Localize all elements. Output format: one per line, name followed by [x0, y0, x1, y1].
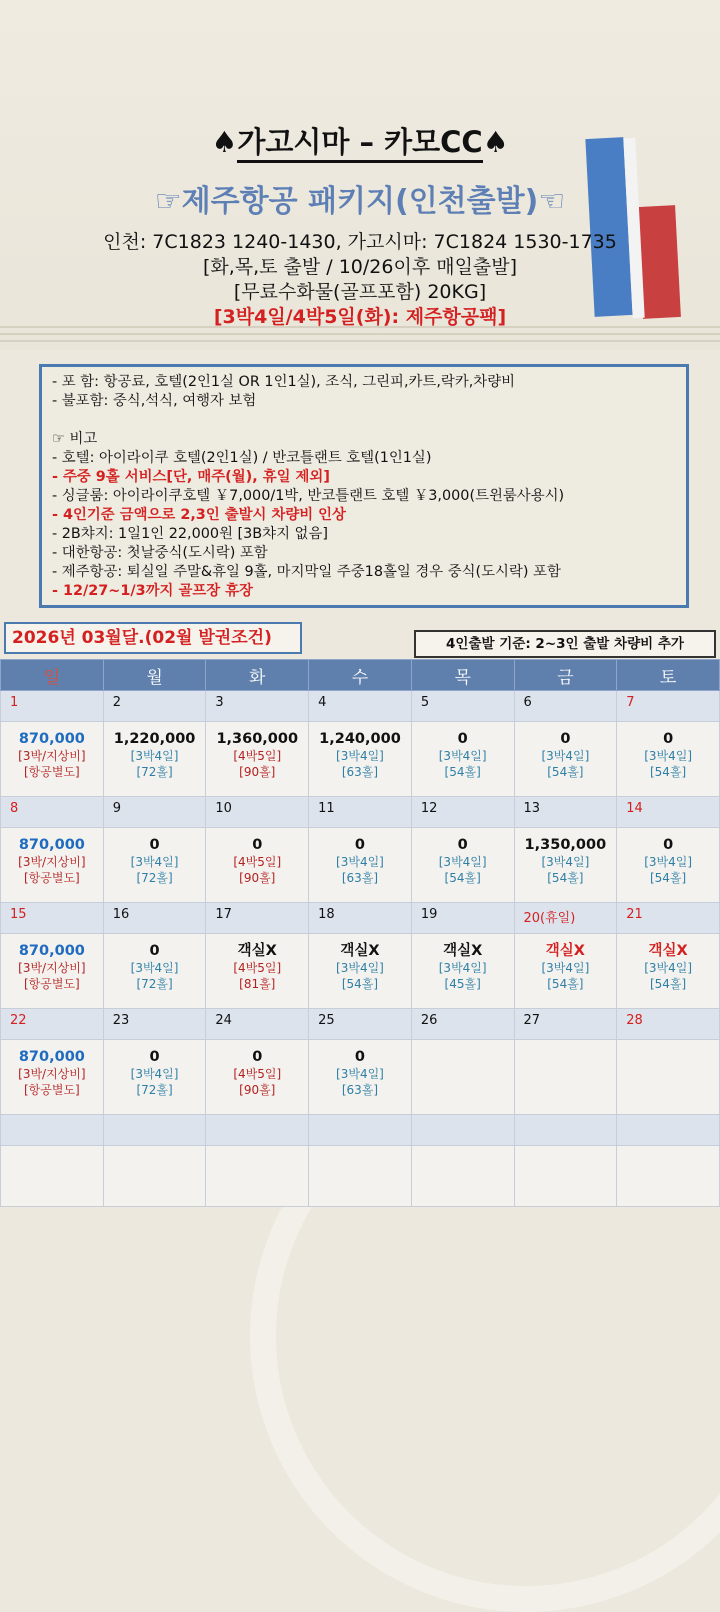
date-cell: 14	[617, 797, 720, 828]
holes-count: [54홀]	[341, 977, 379, 991]
price-value: 0	[354, 837, 365, 853]
empty-price-row	[1, 1146, 720, 1207]
price-value: 1,350,000	[524, 837, 607, 853]
price-cell[interactable]	[411, 828, 514, 903]
price-value: 1,220,000	[113, 731, 196, 747]
holes-count: [54홀]	[444, 765, 481, 779]
price-cell[interactable]	[103, 934, 206, 1009]
date-cell: 19	[411, 903, 514, 934]
info-row: - 제주항공: 퇴실일 주말&휴일 9홀, 마지막일 주중18홀일 경우 중식(도시락) 포함	[52, 564, 561, 580]
price-cell[interactable]	[206, 722, 309, 797]
package-type: [3박4일]	[336, 1067, 384, 1081]
holes-count: [72홀]	[136, 1083, 173, 1097]
price-row	[1, 934, 720, 1009]
info-row: - 12/27~1/3까지 골프장 휴장	[52, 583, 253, 599]
holes-count: [81홀]	[239, 977, 276, 991]
price-value: 0	[663, 731, 674, 747]
empty-cell	[309, 1146, 412, 1207]
package-subtitle: ☞제주항공 패키지(인천출발)☜	[154, 184, 566, 219]
info-row: - 4인기준 금액으로 2,3인 출발시 차량비 인상	[52, 507, 346, 523]
info-row: - 불포함: 중식,석식, 여행자 보험	[52, 393, 257, 409]
package-type: [3박4일]	[438, 749, 487, 763]
date-cell: 22	[1, 1009, 104, 1040]
package-type: [4박5일]	[233, 961, 282, 975]
price-value: 객실X	[237, 943, 277, 959]
holes-count: [항공별도]	[23, 871, 80, 885]
price-value: 0	[663, 837, 674, 853]
empty-cell	[103, 1146, 206, 1207]
price-value: 객실X	[443, 943, 483, 959]
package-type: [4박5일]	[233, 855, 282, 869]
package-type: [3박4일]	[130, 749, 179, 763]
info-row	[52, 411, 676, 430]
date-cell: 8	[1, 797, 104, 828]
holes-count: [54홀]	[649, 765, 687, 779]
price-value: 0	[252, 837, 263, 853]
holes-count: [54홀]	[649, 871, 687, 885]
weekday-sat: 토	[617, 660, 720, 691]
holes-count: [63홀]	[341, 765, 379, 779]
date-cell: 27	[514, 1009, 617, 1040]
price-row	[1, 1040, 720, 1115]
package-type: [3박/지상비]	[18, 749, 86, 763]
date-cell: 15	[1, 903, 104, 934]
price-cell[interactable]	[1, 934, 104, 1009]
price-value: 0	[457, 731, 468, 747]
date-cell: 7	[617, 691, 720, 722]
baggage-info: [무료수화물(골프포함) 20KG]	[233, 281, 487, 303]
surcharge-note: 4인출발 기준: 2~3인 출발 차량비 추가	[414, 630, 716, 658]
date-cell: 26	[411, 1009, 514, 1040]
divider-line	[0, 340, 720, 342]
empty-cell	[206, 1146, 309, 1207]
price-value: 1,360,000	[216, 731, 299, 747]
price-cell[interactable]	[617, 934, 720, 1009]
holes-count: [63홀]	[341, 871, 379, 885]
package-type: [3박4일]	[130, 1067, 179, 1081]
date-row	[1, 1009, 720, 1040]
spade-icon: ♠	[211, 125, 238, 159]
price-value: 0	[149, 837, 160, 853]
weekday-tue: 화	[206, 660, 309, 691]
price-cell[interactable]	[617, 722, 720, 797]
price-value: 870,000	[18, 731, 85, 747]
empty-cell	[514, 1115, 617, 1146]
info-box	[39, 364, 689, 608]
price-value: 0	[252, 1049, 263, 1065]
date-cell: 25	[309, 1009, 412, 1040]
empty-cell	[617, 1146, 720, 1207]
empty-date-row	[1, 1115, 720, 1146]
package-type: [3박4일]	[541, 961, 590, 975]
price-cell[interactable]	[206, 1040, 309, 1115]
package-type: [3박4일]	[336, 855, 384, 869]
holes-count: [항공별도]	[23, 977, 80, 991]
price-value: 870,000	[18, 1049, 85, 1065]
date-cell: 12	[411, 797, 514, 828]
holes-count: [항공별도]	[23, 1083, 80, 1097]
weekday-thu: 목	[411, 660, 514, 691]
price-row	[1, 722, 720, 797]
info-row: - 2B챠지: 1일1인 22,000원 [3B챠지 없음]	[52, 526, 328, 542]
price-cell[interactable]	[1, 1040, 104, 1115]
date-cell: 3	[206, 691, 309, 722]
holes-count: [54홀]	[649, 977, 687, 991]
empty-cell	[206, 1115, 309, 1146]
flight-info: 인천: 7C1823 1240-1430, 가고시마: 7C1824 1530-1735	[103, 231, 617, 253]
date-cell: 1	[1, 691, 104, 722]
title-text: 가고시마 – 카모CC	[237, 125, 482, 163]
price-calendar	[0, 659, 720, 1207]
page-title	[0, 120, 720, 161]
price-value: 객실X	[340, 943, 380, 959]
holes-count: [45홀]	[444, 977, 481, 991]
date-cell: 18	[309, 903, 412, 934]
package-type: [3박4일]	[541, 749, 590, 763]
weekday-wed: 수	[309, 660, 412, 691]
package-type: [4박5일]	[233, 1067, 282, 1081]
empty-cell	[514, 1146, 617, 1207]
divider-line	[0, 333, 720, 335]
spade-icon: ♠	[482, 125, 509, 159]
price-cell[interactable]	[309, 722, 412, 797]
info-row: - 대한항공: 첫날중식(도시락) 포함	[52, 545, 268, 561]
date-cell: 10	[206, 797, 309, 828]
package-type: [3박/지상비]	[18, 1067, 86, 1081]
price-cell[interactable]	[514, 1040, 617, 1115]
holes-count: [72홀]	[136, 977, 173, 991]
date-row	[1, 903, 720, 934]
price-cell[interactable]	[514, 722, 617, 797]
package-type: [3박4일]	[438, 855, 487, 869]
price-value: 1,240,000	[319, 731, 401, 747]
package-type: [3박4일]	[336, 749, 384, 763]
schedule-info: [화,목,토 출발 / 10/26이후 매일출발]	[202, 256, 518, 278]
holes-count: [72홀]	[136, 871, 173, 885]
empty-cell	[1, 1115, 104, 1146]
empty-cell	[411, 1146, 514, 1207]
package-type: [3박4일]	[336, 961, 384, 975]
date-row	[1, 691, 720, 722]
price-value: 객실X	[648, 943, 688, 959]
price-cell[interactable]	[411, 934, 514, 1009]
date-cell: 4	[309, 691, 412, 722]
empty-cell	[411, 1115, 514, 1146]
holes-count: [항공별도]	[23, 765, 80, 779]
date-cell: 13	[514, 797, 617, 828]
package-type: [3박4일]	[130, 855, 179, 869]
price-value: 0	[457, 837, 468, 853]
info-row: - 주중 9홀 서비스[단, 매주(월), 휴일 제외]	[52, 469, 330, 485]
date-cell: 16	[103, 903, 206, 934]
date-cell: 21	[617, 903, 720, 934]
package-type: [3박4일]	[130, 961, 179, 975]
price-cell[interactable]	[103, 722, 206, 797]
holes-count: [54홀]	[547, 871, 584, 885]
price-value: 0	[354, 1049, 365, 1065]
price-cell[interactable]	[206, 934, 309, 1009]
price-value: 0	[560, 731, 571, 747]
package-info: [3박4일/4박5일(화): 제주항공팩]	[213, 306, 507, 328]
price-row	[1, 828, 720, 903]
price-cell[interactable]	[617, 828, 720, 903]
weekday-sun: 일	[1, 660, 104, 691]
price-cell[interactable]	[103, 1040, 206, 1115]
price-value: 870,000	[18, 837, 85, 853]
holes-count: [72홀]	[136, 765, 173, 779]
package-type: [3박/지상비]	[18, 855, 86, 869]
weekday-header	[1, 660, 720, 691]
price-cell[interactable]	[1, 722, 104, 797]
date-cell: 9	[103, 797, 206, 828]
price-value: 0	[149, 943, 160, 959]
date-cell: 23	[103, 1009, 206, 1040]
price-cell[interactable]	[1, 828, 104, 903]
price-cell[interactable]	[103, 828, 206, 903]
package-type: [3박4일]	[644, 961, 693, 975]
price-cell[interactable]	[514, 934, 617, 1009]
month-label: 2026년 03월달.(02월 발권조건)	[4, 622, 302, 654]
info-row: - 포 함: 항공료, 호텔(2인1실 OR 1인1실), 조식, 그린피,카트,락카,차량비	[52, 374, 515, 390]
holes-count: [90홀]	[239, 765, 276, 779]
price-value: 객실X	[545, 943, 585, 959]
price-cell[interactable]	[309, 934, 412, 1009]
price-cell[interactable]	[206, 828, 309, 903]
price-cell[interactable]	[411, 722, 514, 797]
empty-cell	[1, 1146, 104, 1207]
package-type: [4박5일]	[233, 749, 282, 763]
holes-count: [54홀]	[547, 977, 584, 991]
package-type: [3박4일]	[644, 855, 693, 869]
price-value: 0	[149, 1049, 160, 1065]
date-cell: 24	[206, 1009, 309, 1040]
empty-cell	[617, 1115, 720, 1146]
remarks-heading: ☞ 비고	[52, 431, 98, 447]
date-cell: 6	[514, 691, 617, 722]
date-row	[1, 797, 720, 828]
date-cell: 5	[411, 691, 514, 722]
price-cell[interactable]	[309, 828, 412, 903]
price-cell[interactable]	[514, 828, 617, 903]
info-row: - 싱글룸: 아이라이쿠호텔 ￥7,000/1박, 반코틀랜트 호텔 ￥3,000(트윈룸사용시)	[52, 488, 565, 504]
price-cell[interactable]	[411, 1040, 514, 1115]
holes-count: [54홀]	[444, 871, 481, 885]
package-type: [3박4일]	[644, 749, 693, 763]
weekday-mon: 월	[103, 660, 206, 691]
package-type: [3박4일]	[438, 961, 487, 975]
date-cell: 11	[309, 797, 412, 828]
date-cell: 2	[103, 691, 206, 722]
price-cell[interactable]	[309, 1040, 412, 1115]
holes-count: [90홀]	[239, 871, 276, 885]
date-cell: 20(휴일)	[514, 903, 617, 934]
price-cell[interactable]	[617, 1040, 720, 1115]
package-type: [3박/지상비]	[18, 961, 86, 975]
weekday-fri: 금	[514, 660, 617, 691]
holes-count: [90홀]	[239, 1083, 276, 1097]
price-value: 870,000	[18, 943, 85, 959]
date-cell: 17	[206, 903, 309, 934]
info-row: - 호텔: 아이라이쿠 호텔(2인1실) / 반코틀랜트 호텔(1인1실)	[52, 450, 432, 466]
empty-cell	[103, 1115, 206, 1146]
holes-count: [63홀]	[341, 1083, 379, 1097]
date-cell: 28	[617, 1009, 720, 1040]
package-type: [3박4일]	[541, 855, 590, 869]
empty-cell	[309, 1115, 412, 1146]
holes-count: [54홀]	[547, 765, 584, 779]
